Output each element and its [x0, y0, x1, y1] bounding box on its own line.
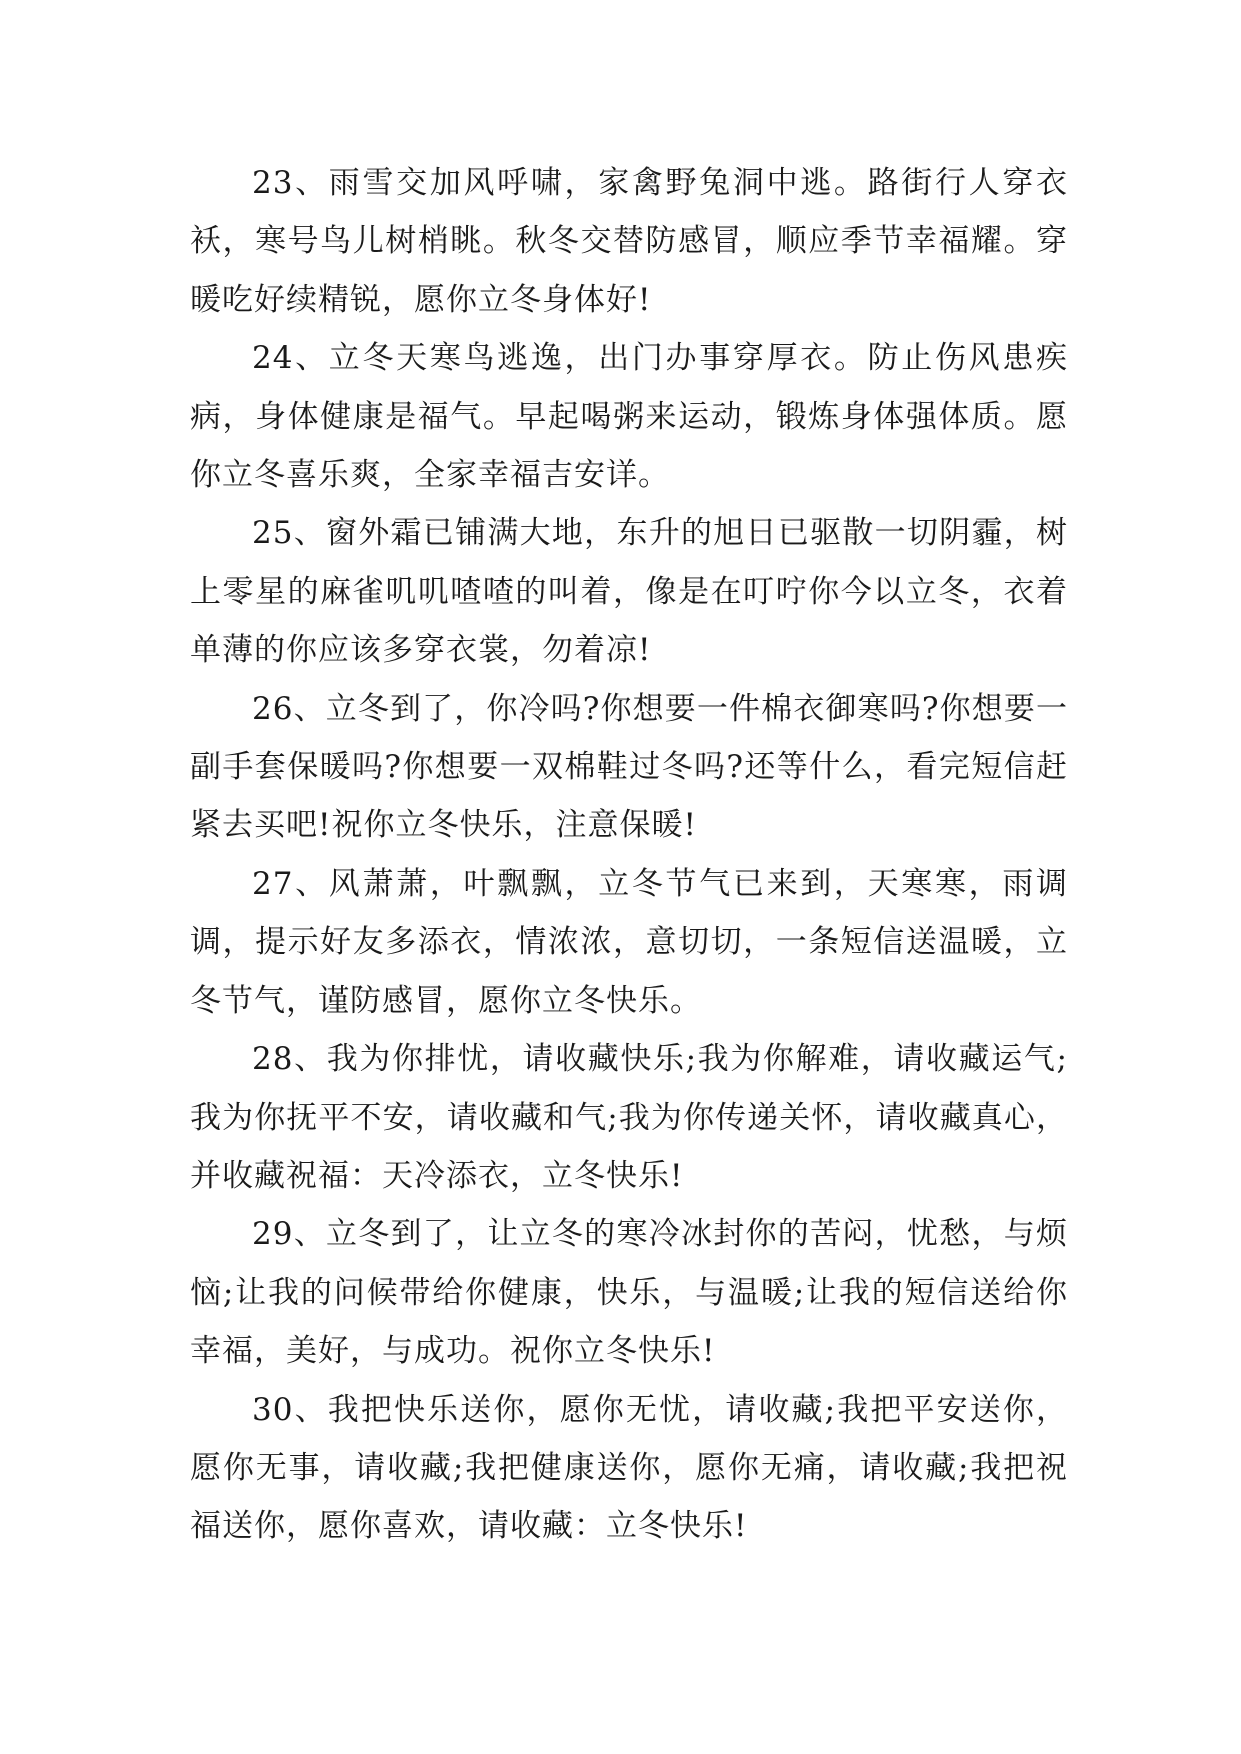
paragraph-26: 26、立冬到了，你冷吗?你想要一件棉衣御寒吗?你想要一副手套保暖吗?你想要一双棉鞋过冬吗?还等什么，看完短信赶紧去买吧!祝你立冬快乐，注意保暖!: [190, 690, 1068, 844]
paragraph-25: 25、窗外霜已铺满大地，东升的旭日已驱散一切阴霾，树上零星的麻雀叽叽喳喳的叫着，像是在叮咛你今以立冬，衣着单薄的你应该多穿衣裳，勿着凉!: [190, 515, 1068, 669]
paragraph-24: 24、立冬天寒鸟逃逸，出门办事穿厚衣。防止伤风患疾病，身体健康是福气。早起喝粥来运动，锻炼身体强体质。愿你立冬喜乐爽，全家幸福吉安详。: [190, 340, 1068, 494]
document-body: [190, 154, 1068, 1556]
paragraph-30: 30、我把快乐送你，愿你无忧，请收藏;我把平安送你，愿你无事，请收藏;我把健康送你，愿你无痛，请收藏;我把祝福送你，愿你喜欢，请收藏：立冬快乐!: [190, 1391, 1068, 1545]
paragraph-23: 23、雨雪交加风呼啸，家禽野兔洞中逃。路街行人穿衣袄，寒号鸟儿树梢眺。秋冬交替防感冒，顺应季节幸福耀。穿暖吃好续精锐，愿你立冬身体好!: [190, 165, 1068, 318]
paragraph-28: 28、我为你排忧，请收藏快乐;我为你解难，请收藏运气;我为你抚平不安，请收藏和气;我为你传递关怀，请收藏真心，并收藏祝福：天冷添衣，立冬快乐!: [190, 1041, 1068, 1194]
paragraph-29: 29、立冬到了，让立冬的寒冷冰封你的苦闷，忧愁，与烦恼;让我的问候带给你健康，快乐，与温暖;让我的短信送给你幸福，美好，与成功。祝你立冬快乐!: [190, 1216, 1068, 1370]
paragraph-27: 27、风萧萧，叶飘飘，立冬节气已来到，天寒寒，雨调调，提示好友多添衣，情浓浓，意切切，一条短信送温暖，立冬节气，谨防感冒，愿你立冬快乐。: [190, 865, 1068, 1019]
